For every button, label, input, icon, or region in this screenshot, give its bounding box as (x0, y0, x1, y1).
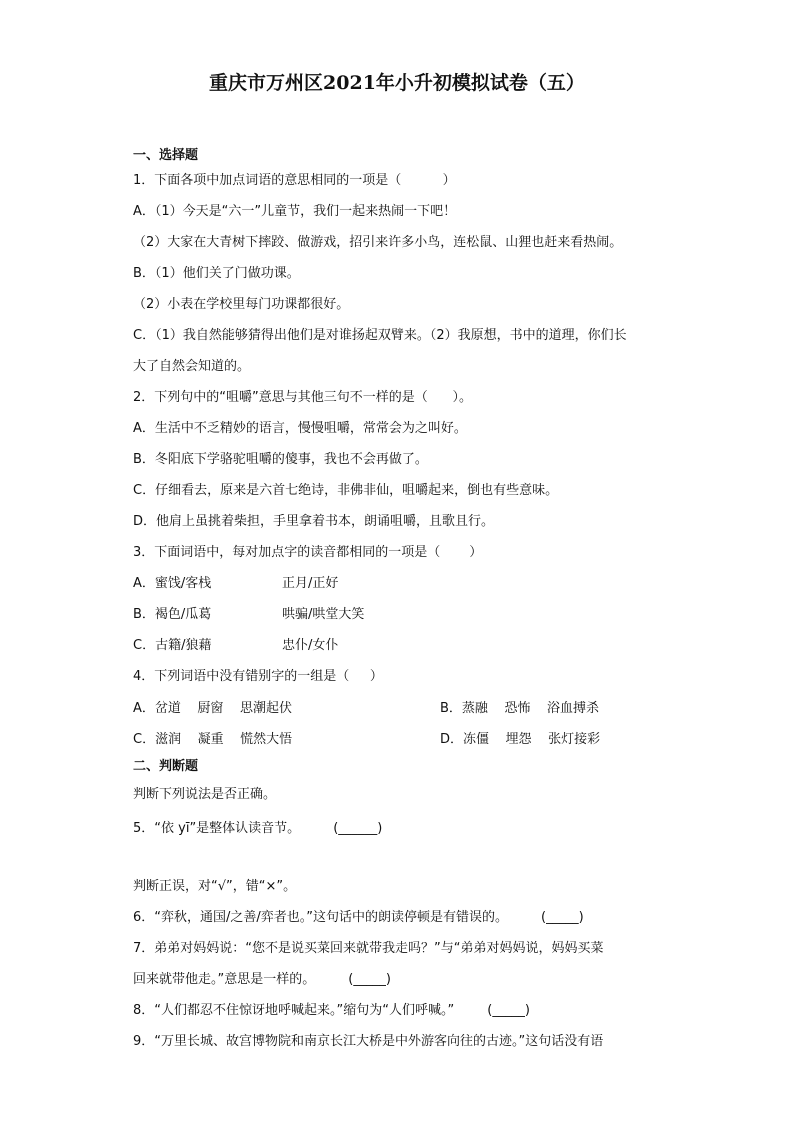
text-line: 5．“依 yī”是整体认读音节。 (______) (133, 821, 383, 836)
q3-option-right: 哄骗/哄堂大笑 (282, 607, 365, 622)
text-line: 大了自然会知道的。 (133, 359, 251, 374)
text-line: 4．下列词语中没有错别字的一组是（ ） (133, 669, 383, 684)
text-line: C．仔细看去，原来是六首七绝诗，非佛非仙，咀嚼起来，倒也有些意味。 (133, 483, 559, 498)
text-line: 7．弟弟对妈妈说：“您不是说买菜回来就带我走吗？”与“弟弟对妈妈说，妈妈买菜 (133, 941, 604, 956)
q4-option-left: C．滋润 凝重 慌然大悟 (133, 732, 293, 747)
q4-option-left: A．岔道 厨窗 思潮起伏 (133, 701, 292, 716)
text-line: 判断正误，对“√”，错“×”。 (133, 879, 297, 894)
text-line: 2．下列句中的“咀嚼”意思与其他三句不一样的是（ ）。 (133, 390, 473, 405)
q3-option-left: A．蜜饯/客栈 (133, 576, 212, 591)
q4-option-right: B．蒸融 恐怖 浴血搏杀 (440, 701, 599, 716)
text-line: （2）小表在学校里每门功课都很好。 (133, 297, 350, 312)
q3-option-left: B．褐色/瓜葛 (133, 607, 212, 622)
section-heading: 二、判断题 (133, 759, 199, 774)
text-line: C．（1）我自然能够猜得出他们是对谁扬起双臂来。（2）我原想，书中的道理，你们长 (133, 328, 627, 343)
text-line: 3．下面词语中，每对加点字的读音都相同的一项是（ ） (133, 545, 483, 560)
section-heading: 一、选择题 (133, 148, 199, 163)
text-line: A．（1）今天是“六一”儿童节，我们一起来热闹一下吧！ (133, 204, 457, 219)
text-line: B．冬阳底下学骆驼咀嚼的傻事，我也不会再做了。 (133, 452, 428, 467)
text-line: 1．下面各项中加点词语的意思相同的一项是（ ） (133, 173, 456, 188)
q3-option-right: 正月/正好 (282, 576, 339, 591)
text-line: 9．“万里长城、故宫博物院和南京长江大桥是中外游客向往的古迹。”这句话没有语 (133, 1034, 604, 1049)
text-line: 8．“人们都忍不住惊讶地呼喊起来。”缩句为“人们呼喊。” (_____) (133, 1003, 530, 1018)
text-line: D．他肩上虽挑着柴担，手里拿着书本，朗诵咀嚼，且歌且行。 (133, 514, 495, 529)
text-line: 6．“弈秋，通国/之善/弈者也。”这句话中的朗读停顿是有错误的。 (_____) (133, 910, 584, 925)
page-title: 重庆市万州区2021年小升初模拟试卷（五） (209, 72, 585, 94)
text-line: 回来就带他走。”意思是一样的。 (_____) (133, 972, 391, 987)
text-line: B．（1）他们关了门做功课。 (133, 266, 300, 281)
text-line: 判断下列说法是否正确。 (133, 787, 277, 802)
q3-option-left: C．古籍/狼藉 (133, 638, 212, 653)
q3-option-right: 忠仆/女仆 (282, 638, 339, 653)
text-line: （2）大家在大青树下摔跤、做游戏，招引来许多小鸟，连松鼠、山狸也赶来看热闹。 (133, 235, 623, 250)
text-line: A．生活中不乏精妙的语言，慢慢咀嚼，常常会为之叫好。 (133, 421, 467, 436)
q4-option-right: D．冻僵 埋怨 张灯接彩 (440, 732, 601, 747)
